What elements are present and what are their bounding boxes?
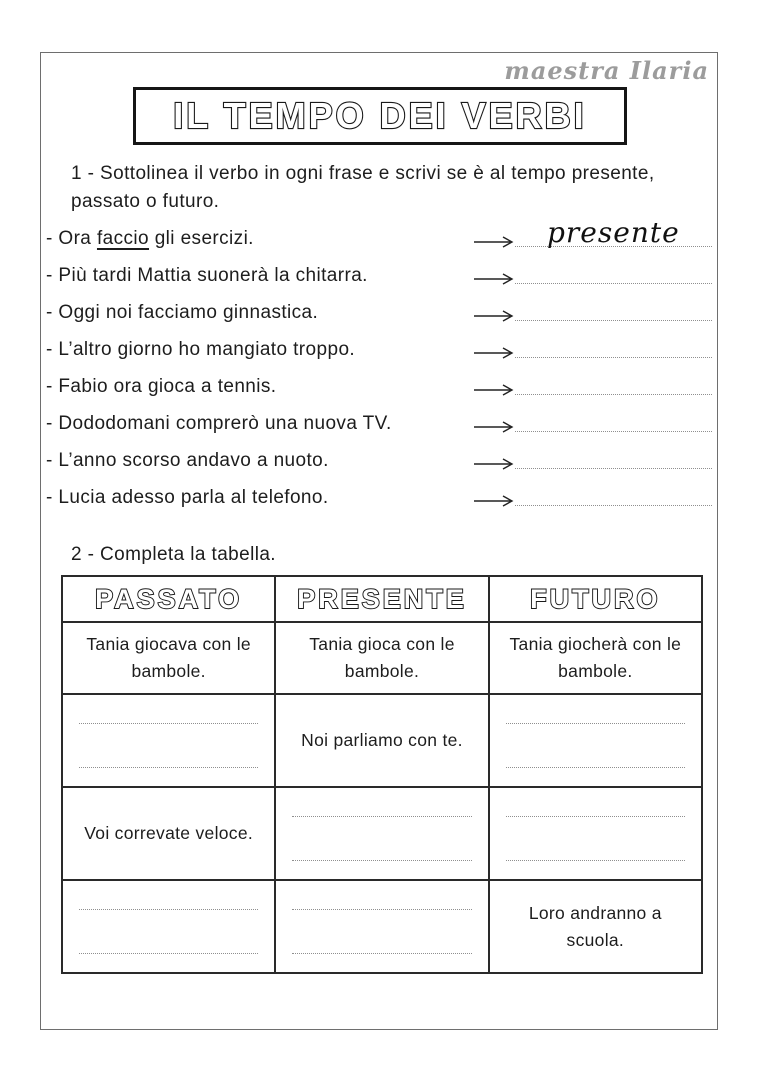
column-header-futuro	[489, 576, 702, 622]
sentence-row	[46, 405, 712, 442]
worksheet-border	[40, 52, 718, 1030]
sentence-text: - Lucia adesso parla al telefono.	[46, 486, 329, 508]
arrow-icon	[473, 383, 515, 397]
column-header-presente	[275, 576, 488, 622]
table-header-row	[62, 576, 702, 622]
arrow-icon	[473, 272, 515, 286]
answer-line	[515, 431, 712, 432]
sentence-row	[46, 257, 712, 294]
sentence-text: - L’altro giorno ho mangiato troppo.	[46, 338, 356, 360]
sentence-row	[46, 442, 712, 479]
answer-line	[506, 860, 685, 861]
answer-line	[292, 953, 471, 954]
answer-lines	[71, 899, 266, 954]
answer-line	[515, 505, 712, 506]
handwritten-answer: presente	[547, 216, 680, 249]
sentence-row	[46, 479, 712, 516]
table-row	[62, 622, 702, 694]
sentence-text: - Oggi noi facciamo ginnastica.	[46, 301, 319, 323]
answer-line	[506, 767, 685, 768]
brand-logo: maestra Ilaria	[504, 56, 709, 85]
answer-line	[515, 283, 712, 284]
header-label: FUTURO	[530, 583, 661, 614]
sentence-text: - L’anno scorso andavo a nuoto.	[46, 449, 329, 471]
table-row	[62, 880, 702, 973]
answer-line	[515, 394, 712, 395]
answer-line	[506, 723, 685, 724]
answer-line	[515, 320, 712, 321]
header-label: PASSATO	[95, 583, 243, 614]
exercise2-heading: 2 - Completa la tabella.	[71, 544, 276, 565]
page-title: IL TEMPO DEI VERBI	[173, 95, 587, 136]
answer-line	[79, 767, 258, 768]
answer-lines	[498, 713, 693, 768]
answer-lines	[71, 713, 266, 768]
sentence-row	[46, 331, 712, 368]
table-cell: Noi parliamo con te.	[275, 694, 488, 787]
answer-line	[292, 860, 471, 861]
answer-line	[515, 216, 712, 249]
answer-line	[506, 816, 685, 817]
arrow-icon	[473, 235, 515, 249]
arrow-icon	[473, 420, 515, 434]
title-box	[133, 87, 627, 145]
table-cell-empty	[62, 694, 275, 787]
sentence-post: gli esercizi.	[149, 227, 254, 249]
arrow-icon	[473, 494, 515, 508]
table-cell: Loro andranno a scuola.	[489, 880, 702, 973]
arrow-icon	[473, 346, 515, 360]
table-row	[62, 787, 702, 880]
header-label: PRESENTE	[297, 583, 467, 614]
answer-lines	[284, 806, 479, 861]
answer-line	[515, 468, 712, 469]
answer-line	[79, 723, 258, 724]
table-cell: Tania giocherà con le bambole.	[489, 622, 702, 694]
underlined-verb: faccio	[96, 227, 150, 249]
sentence-text	[46, 228, 473, 250]
answer-lines	[284, 899, 479, 954]
answer-line	[79, 953, 258, 954]
sentence-text: - Dododomani comprerò una nuova TV.	[46, 412, 392, 434]
sentence-row	[46, 294, 712, 331]
answer-line	[292, 909, 471, 910]
table-row	[62, 694, 702, 787]
table-cell-empty	[275, 787, 488, 880]
exercise1-heading: 1 - Sottolinea il verbo in ogni frase e scrivi se è al tempo presente, passato o futuro.	[71, 163, 655, 212]
sentence-text: - Fabio ora gioca a tennis.	[46, 375, 277, 397]
answer-line	[515, 357, 712, 358]
answer-line	[79, 909, 258, 910]
sentence-row	[46, 216, 712, 257]
table-cell: Tania gioca con le bambole.	[275, 622, 488, 694]
table-cell-empty	[489, 694, 702, 787]
table-cell-empty	[489, 787, 702, 880]
arrow-icon	[473, 309, 515, 323]
sentence-pre: - Ora	[46, 227, 97, 249]
sentence-row	[46, 368, 712, 405]
table-cell: Voi correvate veloce.	[62, 787, 275, 880]
tense-table	[61, 575, 703, 974]
sentence-text: - Più tardi Mattia suonerà la chitarra.	[46, 264, 368, 286]
table-cell: Tania giocava con le bambole.	[62, 622, 275, 694]
sentence-list	[46, 216, 712, 516]
arrow-icon	[473, 457, 515, 471]
table-cell-empty	[275, 880, 488, 973]
table-cell-empty	[62, 880, 275, 973]
column-header-passato	[62, 576, 275, 622]
answer-line	[292, 816, 471, 817]
answer-lines	[498, 806, 693, 861]
